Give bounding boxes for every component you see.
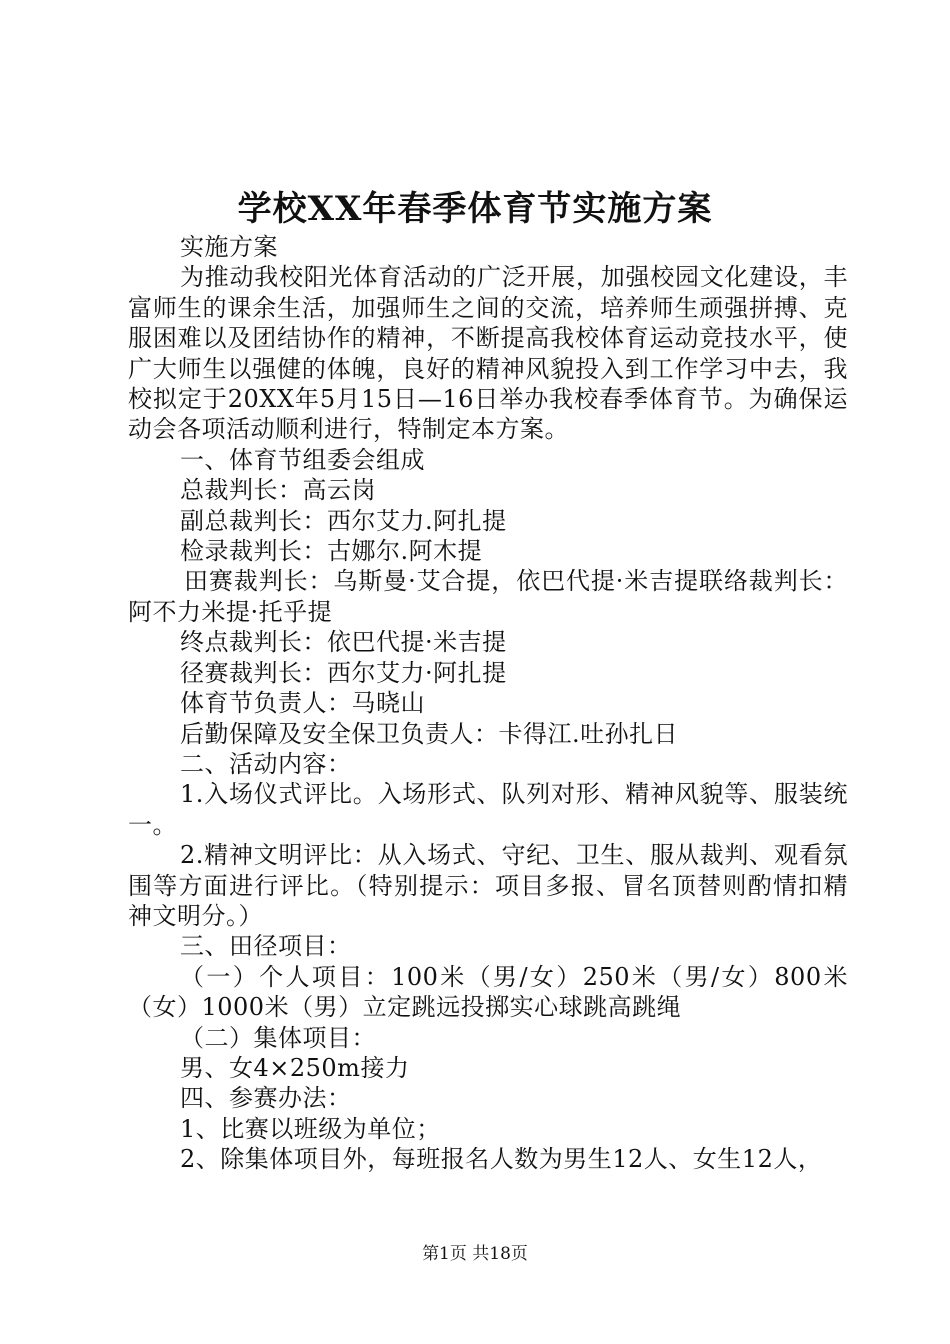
paragraph: 总裁判长：高云岗	[180, 476, 376, 505]
page-footer	[0, 1242, 950, 1266]
section-heading: 二、活动内容：	[180, 749, 352, 778]
paragraph: 径赛裁判长：西尔艾力·阿扎提	[180, 658, 507, 687]
paragraph: 实施方案	[180, 233, 278, 261]
section-heading: 四、参赛办法：	[180, 1084, 352, 1113]
paragraph: 检录裁判长：古娜尔.阿木提	[180, 537, 483, 566]
paragraph: 男、女4×250m接力	[180, 1053, 410, 1082]
paragraph: 体育节负责人：马晓山	[180, 689, 425, 718]
section-heading: 三、田径项目：	[180, 932, 352, 961]
section-heading: 一、体育节组委会组成	[180, 445, 425, 474]
paragraph: 终点裁判长：依巴代提·米吉提	[180, 628, 507, 657]
paragraph: 1.入场仪式评比。入场形式、队列对形、精神风貌等、服装统一。	[128, 780, 848, 839]
paragraph: 为推动我校阳光体育活动的广泛开展，加强校园文化建设，丰富师生的课余生活，加强师生之间的交流，培养师生顽强拼搏、克服困难以及团结协作的精神，不断提高我校体育运动竞技水平，使广大师生以强健的体魄，良好的精神风貌投入到工作学习中去，我校拟定于20XX年5月15日—16日举办我校春季体育节。为确保运动会各项活动顺利进行，特制定本方案。	[128, 263, 848, 444]
document-title: 学校XX年春季体育节实施方案	[237, 189, 713, 229]
paragraph: （一）个人项目：100米（男/女）250米（男/女）800米（女）1000米（男）立定跳远投掷实心球跳高跳绳	[128, 962, 848, 1022]
paragraph: 2、除集体项目外，每班报名人数为男生12人、女生12人，	[180, 1145, 823, 1174]
paragraph: 副总裁判长：西尔艾力.阿扎提	[180, 506, 507, 535]
paragraph: 2.精神文明评比：从入场式、守纪、卫生、服从裁判、观看氛围等方面进行评比。（特别提示：项目多报、冒名顶替则酌情扣精神文明分。）	[128, 841, 848, 930]
page-number-label: 第1页 共18页	[422, 1244, 528, 1264]
paragraph: 后勤保障及安全保卫负责人：卡得江.吐孙扎日	[180, 719, 679, 748]
paragraph: （二）集体项目：	[180, 1023, 376, 1052]
paragraph: 田赛裁判长：乌斯曼·艾合提，依巴代提·米吉提联络裁判长：阿不力米提·托乎提	[128, 567, 848, 626]
paragraph: 1、比赛以班级为单位；	[180, 1114, 441, 1143]
document-body	[128, 232, 848, 1175]
